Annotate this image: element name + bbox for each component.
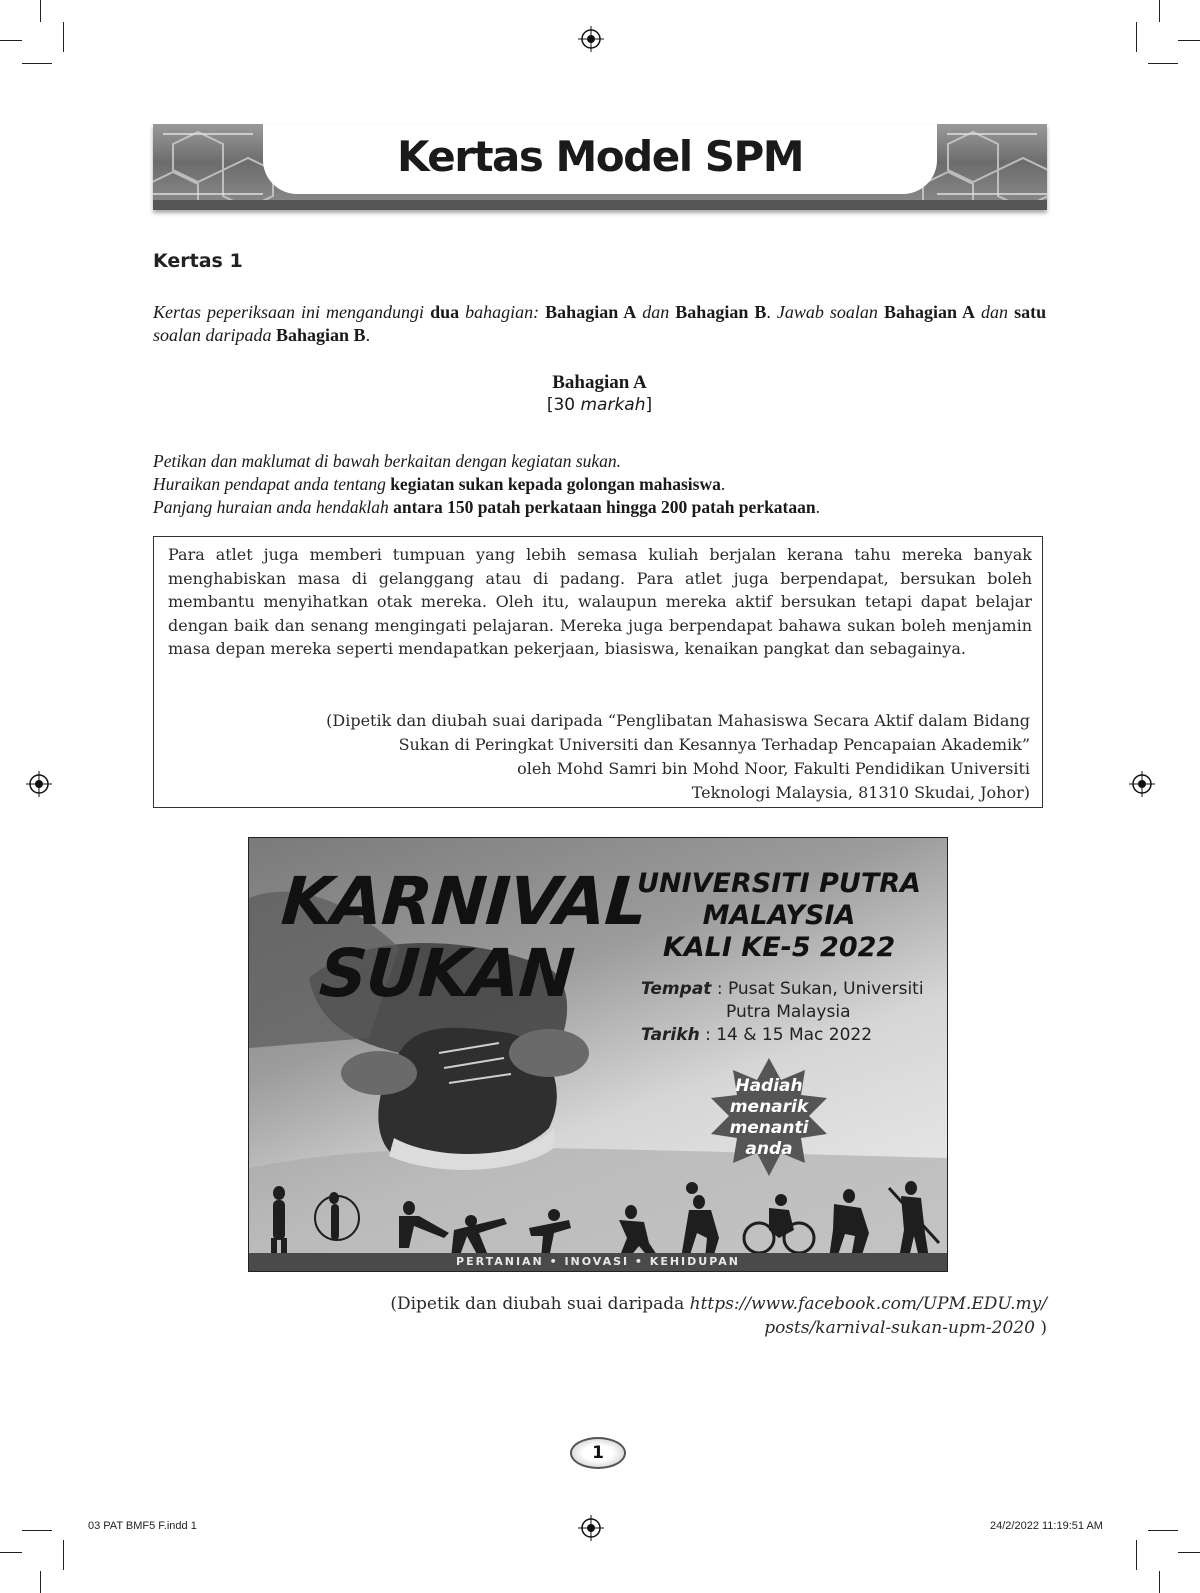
instruction-line — [153, 473, 1046, 496]
crop-mark — [22, 63, 52, 64]
crop-mark — [1148, 1530, 1178, 1531]
source-url: posts/karnival-sukan-upm-2020 — [764, 1318, 1035, 1338]
poster-title-line: SUKAN — [317, 935, 577, 1012]
crop-mark — [63, 22, 64, 52]
page-title: Kertas Model SPM — [396, 132, 804, 181]
date-label: Tarikh — [641, 1025, 700, 1045]
instruction-text: . — [815, 497, 820, 517]
crop-mark — [1136, 1540, 1137, 1570]
instruction-line — [153, 450, 1046, 473]
crop-mark — [1178, 1552, 1200, 1553]
slug-filename: 03 PAT BMF5 F.indd 1 — [88, 1520, 197, 1532]
source-prefix: (Dipetik dan diubah suai daripada — [390, 1294, 690, 1314]
intro-text: bahagian: — [465, 302, 540, 322]
prize-line: menarik — [729, 1097, 809, 1117]
page-number: 1 — [570, 1437, 626, 1469]
date-value: : 14 & 15 Mac 2022 — [705, 1025, 873, 1045]
passage-source — [250, 709, 1030, 805]
registration-mark-icon — [1129, 771, 1155, 797]
passage-box — [153, 536, 1043, 808]
prize-line: Hadiah — [735, 1076, 803, 1096]
venue-label: Tempat — [641, 979, 712, 999]
instruction-text: Panjang huraian anda hendaklah — [153, 497, 389, 517]
prize-badge — [704, 1076, 834, 1160]
intro-bold: Bahagian B — [675, 302, 767, 322]
marks-word: markah — [580, 395, 646, 415]
poster-title-line: KARNIVAL — [278, 863, 649, 940]
crop-mark — [1159, 1571, 1160, 1593]
poster-uni-line: KALI KE-5 2022 — [662, 932, 896, 963]
crop-mark — [1159, 0, 1160, 22]
instructions — [153, 450, 1046, 519]
source-line: (Dipetik dan diubah suai daripada “Penglibatan Mahasiswa Secara Aktif dalam Bidang — [326, 711, 1030, 730]
poster-source — [300, 1292, 1047, 1340]
crop-mark — [1178, 40, 1200, 41]
instruction-bold: kegiatan sukan kepada golongan mahasiswa — [390, 474, 721, 494]
registration-mark-icon — [26, 771, 52, 797]
poster-title — [274, 863, 649, 1012]
intro-bold: satu — [1014, 302, 1047, 322]
intro-text: soalan daripada — [153, 325, 272, 345]
source-line — [300, 1316, 1047, 1340]
passage-text: Para atlet juga memberi tumpuan yang lebih semasa kuliah berjalan kerana tahu mereka banyak menghabiskan masa di gelanggang atau di padang. Para atlet juga berpendapat, bersukan boleh membantu menyihatkan otak mereka. Oleh itu, walaupun mereka aktif bersukan tetapi dapat belajar dengan baik dan senang mengingati pelajaran. Mereka juga berpendapat bahawa sukan boleh menjamin masa depan mereka seperti mendapatkan pekerjaan, biasiswa, kenaikan pangkat dan sebagainya. — [168, 545, 1032, 658]
venue-value: Putra Malaysia — [726, 1002, 851, 1022]
intro-bold: Bahagian A — [883, 302, 976, 322]
intro-paragraph — [153, 301, 1046, 347]
source-url: https://www.facebook.com/UPM.EDU.my/ — [689, 1294, 1047, 1314]
event-poster — [248, 837, 948, 1272]
poster-date — [641, 1024, 941, 1047]
intro-text: . — [766, 302, 771, 322]
instruction-bold: antara 150 patah perkataan hingga 200 patah perkataan — [393, 497, 816, 517]
intro-bold: dua — [430, 302, 460, 322]
crop-mark — [0, 40, 22, 41]
source-line: Sukan di Peringkat Universiti dan Kesannya Terhadap Pencapaian Akademik” — [398, 735, 1030, 754]
crop-mark — [1136, 22, 1137, 52]
crop-mark — [40, 1571, 41, 1593]
intro-text: Jawab soalan — [776, 302, 878, 322]
instruction-text: Huraikan pendapat anda tentang — [153, 474, 386, 494]
source-line: Teknologi Malaysia, 81310 Skudai, Johor) — [691, 783, 1030, 802]
crop-mark — [22, 1530, 52, 1531]
intro-text: dan — [642, 302, 670, 322]
poster-uni-line: UNIVERSITI PUTRA — [637, 868, 921, 899]
section-title: Bahagian A — [552, 372, 647, 393]
registration-mark-icon — [578, 1515, 604, 1541]
intro-text: Kertas peperiksaan ini mengandungi — [153, 302, 425, 322]
marks-open: [30 — [546, 395, 581, 415]
section-marks — [153, 394, 1046, 416]
instruction-text: Petikan dan maklumat di bawah berkaitan dengan kegiatan sukan. — [153, 451, 622, 471]
venue-value: : Pusat Sukan, Universiti — [716, 979, 924, 999]
intro-text: . — [365, 325, 371, 345]
source-line — [300, 1292, 1047, 1316]
poster-footer: PERTANIAN • INOVASI • KEHIDUPAN — [249, 1253, 947, 1271]
registration-mark-icon — [578, 26, 604, 52]
instruction-text: . — [720, 474, 726, 494]
slug-timestamp: 24/2/2022 11:19:51 AM — [990, 1520, 1103, 1532]
source-suffix: ) — [1034, 1318, 1047, 1338]
source-line: oleh Mohd Samri bin Mohd Noor, Fakulti Pendidikan Universiti — [517, 759, 1030, 778]
title-banner — [153, 124, 1047, 210]
crop-mark — [0, 1552, 22, 1553]
poster-uni-line: MALAYSIA — [702, 900, 856, 931]
poster-venue — [641, 978, 941, 1024]
intro-bold: Bahagian B — [276, 325, 366, 345]
section-heading — [153, 372, 1046, 416]
instruction-line — [153, 496, 1046, 519]
crop-mark — [1148, 63, 1178, 64]
prize-line: menanti anda — [729, 1118, 809, 1159]
crop-mark — [40, 0, 41, 22]
poster-university — [629, 868, 929, 964]
marks-close: ] — [645, 395, 653, 415]
paper-label: Kertas 1 — [153, 250, 243, 272]
crop-mark — [63, 1540, 64, 1570]
intro-text: dan — [981, 302, 1009, 322]
intro-bold: Bahagian A — [545, 302, 637, 322]
